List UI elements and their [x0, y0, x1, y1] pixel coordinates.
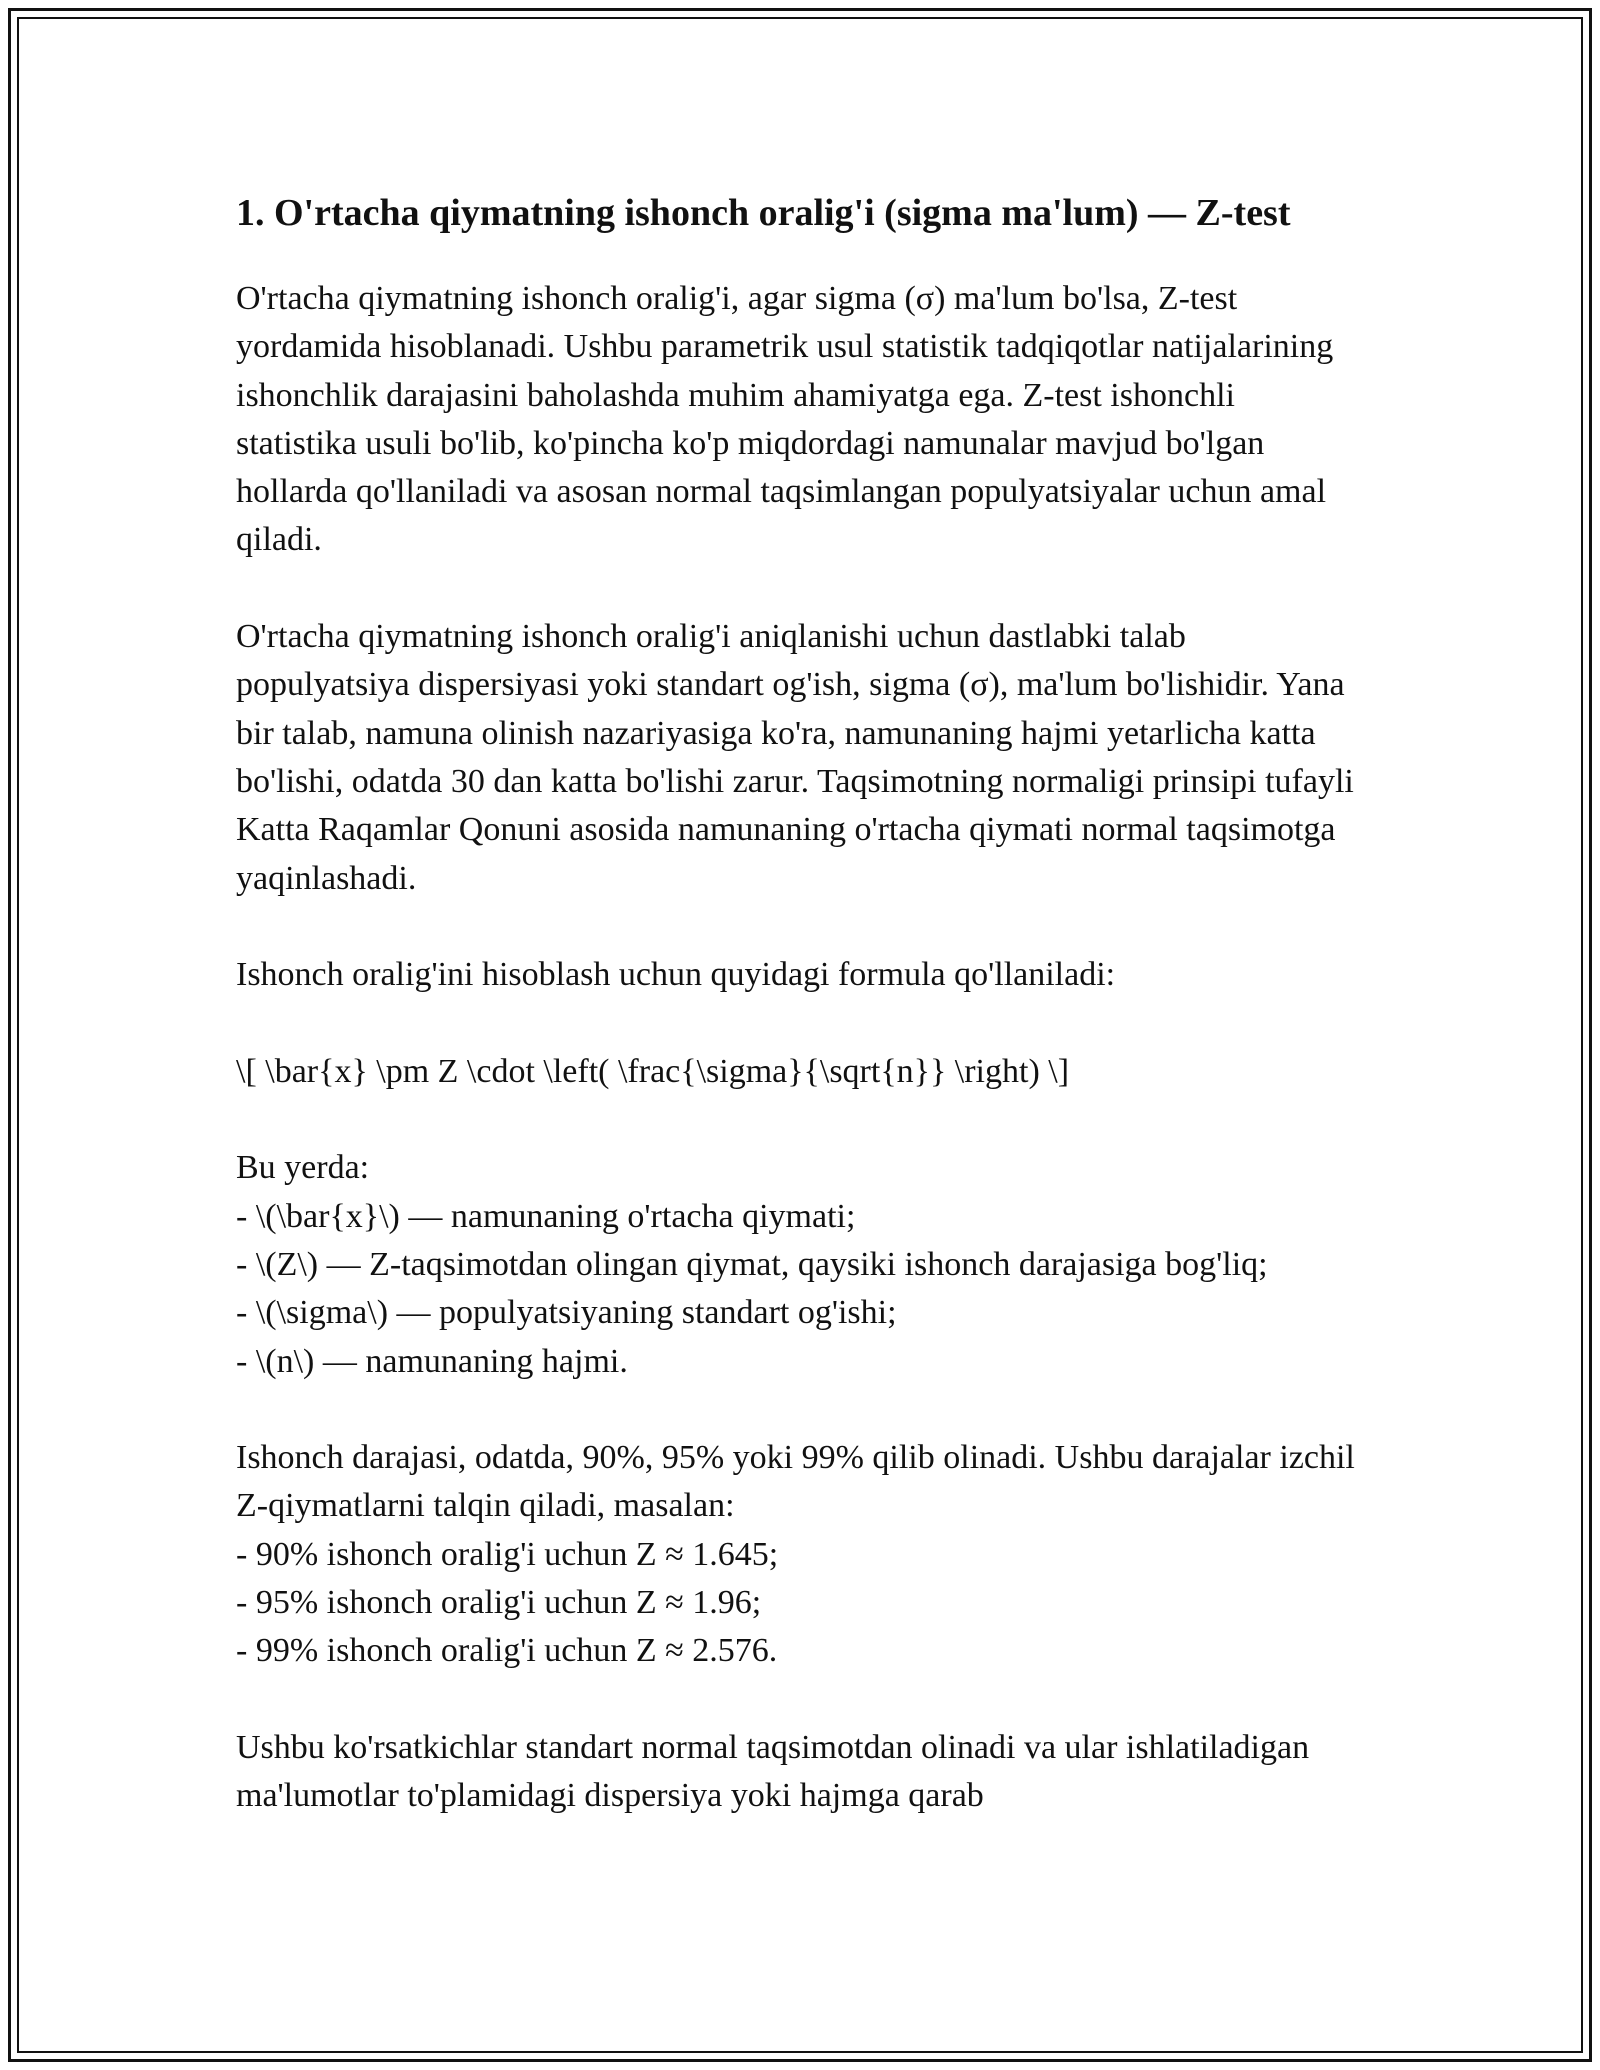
document-body — [236, 186, 1364, 1821]
formula-line: \[ \bar{x} \pm Z \cdot \left( \frac{\sigma}{\sqrt{n}} \right) \] — [236, 1052, 1070, 1090]
paragraph-confidence-levels: Ishonch darajasi, odatda, 90%, 95% yoki 99% qilib olinadi. Ushbu darajalar izchil Z-qiymatlarni talqin qiladi, masalan: - 90% ishonch oralig'i uchun Z ≈ 1.645; - 95% ishonch oralig'i uchun Z ≈ 1.96; - 99% ishonch oralig'i uchun Z ≈ 2.576. — [236, 1439, 1355, 1670]
paragraph-requirements: O'rtacha qiymatning ishonch oralig'i aniqlanishi uchun dastlabki talab populyatsiya dispersiyasi yoki standart og'ish, sigma (σ), ma'lum bo'lishidir. Yana bir talab, namuna olinish nazariyasiga ko'ra, namunaning hajmi yetarlicha katta bo'lishi, odatda 30 dan katta bo'lishi zarur. Taqsimotning normaligi prinsipi tufayli Katta Raqamlar Qonuni asosida namunaning o'rtacha qiymati normal taqsimotga yaqinlashadi. — [236, 618, 1354, 897]
section-title: 1. O'rtacha qiymatning ishonch oralig'i (sigma ma'lum) — Z-test — [236, 192, 1291, 234]
paragraph-gap — [236, 1096, 1364, 1144]
paragraph-gap — [236, 903, 1364, 951]
paragraph-gap — [236, 565, 1364, 613]
paragraph-formula-intro: Ishonch oralig'ini hisoblash uchun quyidagi formula qo'llaniladi: — [236, 956, 1116, 994]
paragraph-closing: Ushbu ko'rsatkichlar standart normal taqsimotdan olinadi va ular ishlatiladigan ma'lumotlar to'plamidagi dispersiya yoki hajmga qarab — [236, 1728, 1310, 1815]
paragraph-gap — [236, 1676, 1364, 1724]
paragraph-gap — [236, 999, 1364, 1047]
paragraph-gap — [236, 1386, 1364, 1434]
paragraph-intro: O'rtacha qiymatning ishonch oralig'i, agar sigma (σ) ma'lum bo'lsa, Z-test yordamida hisoblanadi. Ushbu parametrik usul statistik tadqiqotlar natijalarining ishonchlik darajasini baholashda muhim ahamiyatga ega. Z-test ishonchli statistika usuli bo'lib, ko'pincha ko'p miqdordagi namunalar mavjud bo'lgan hollarda qo'llaniladi va asosan normal taqsimlangan populyatsiyalar uchun amal qiladi. — [236, 280, 1334, 559]
paragraph-variable-definitions: Bu yerda: - \(\bar{x}\) — namunaning o'rtacha qiymati; - \(Z\) — Z-taqsimotdan olingan qiymat, qaysiki ishonch darajasiga bog'liq; - \(\sigma\) — populyatsiyaning standart og'ishi; - \(n\) — namunaning hajmi. — [236, 1149, 1268, 1380]
